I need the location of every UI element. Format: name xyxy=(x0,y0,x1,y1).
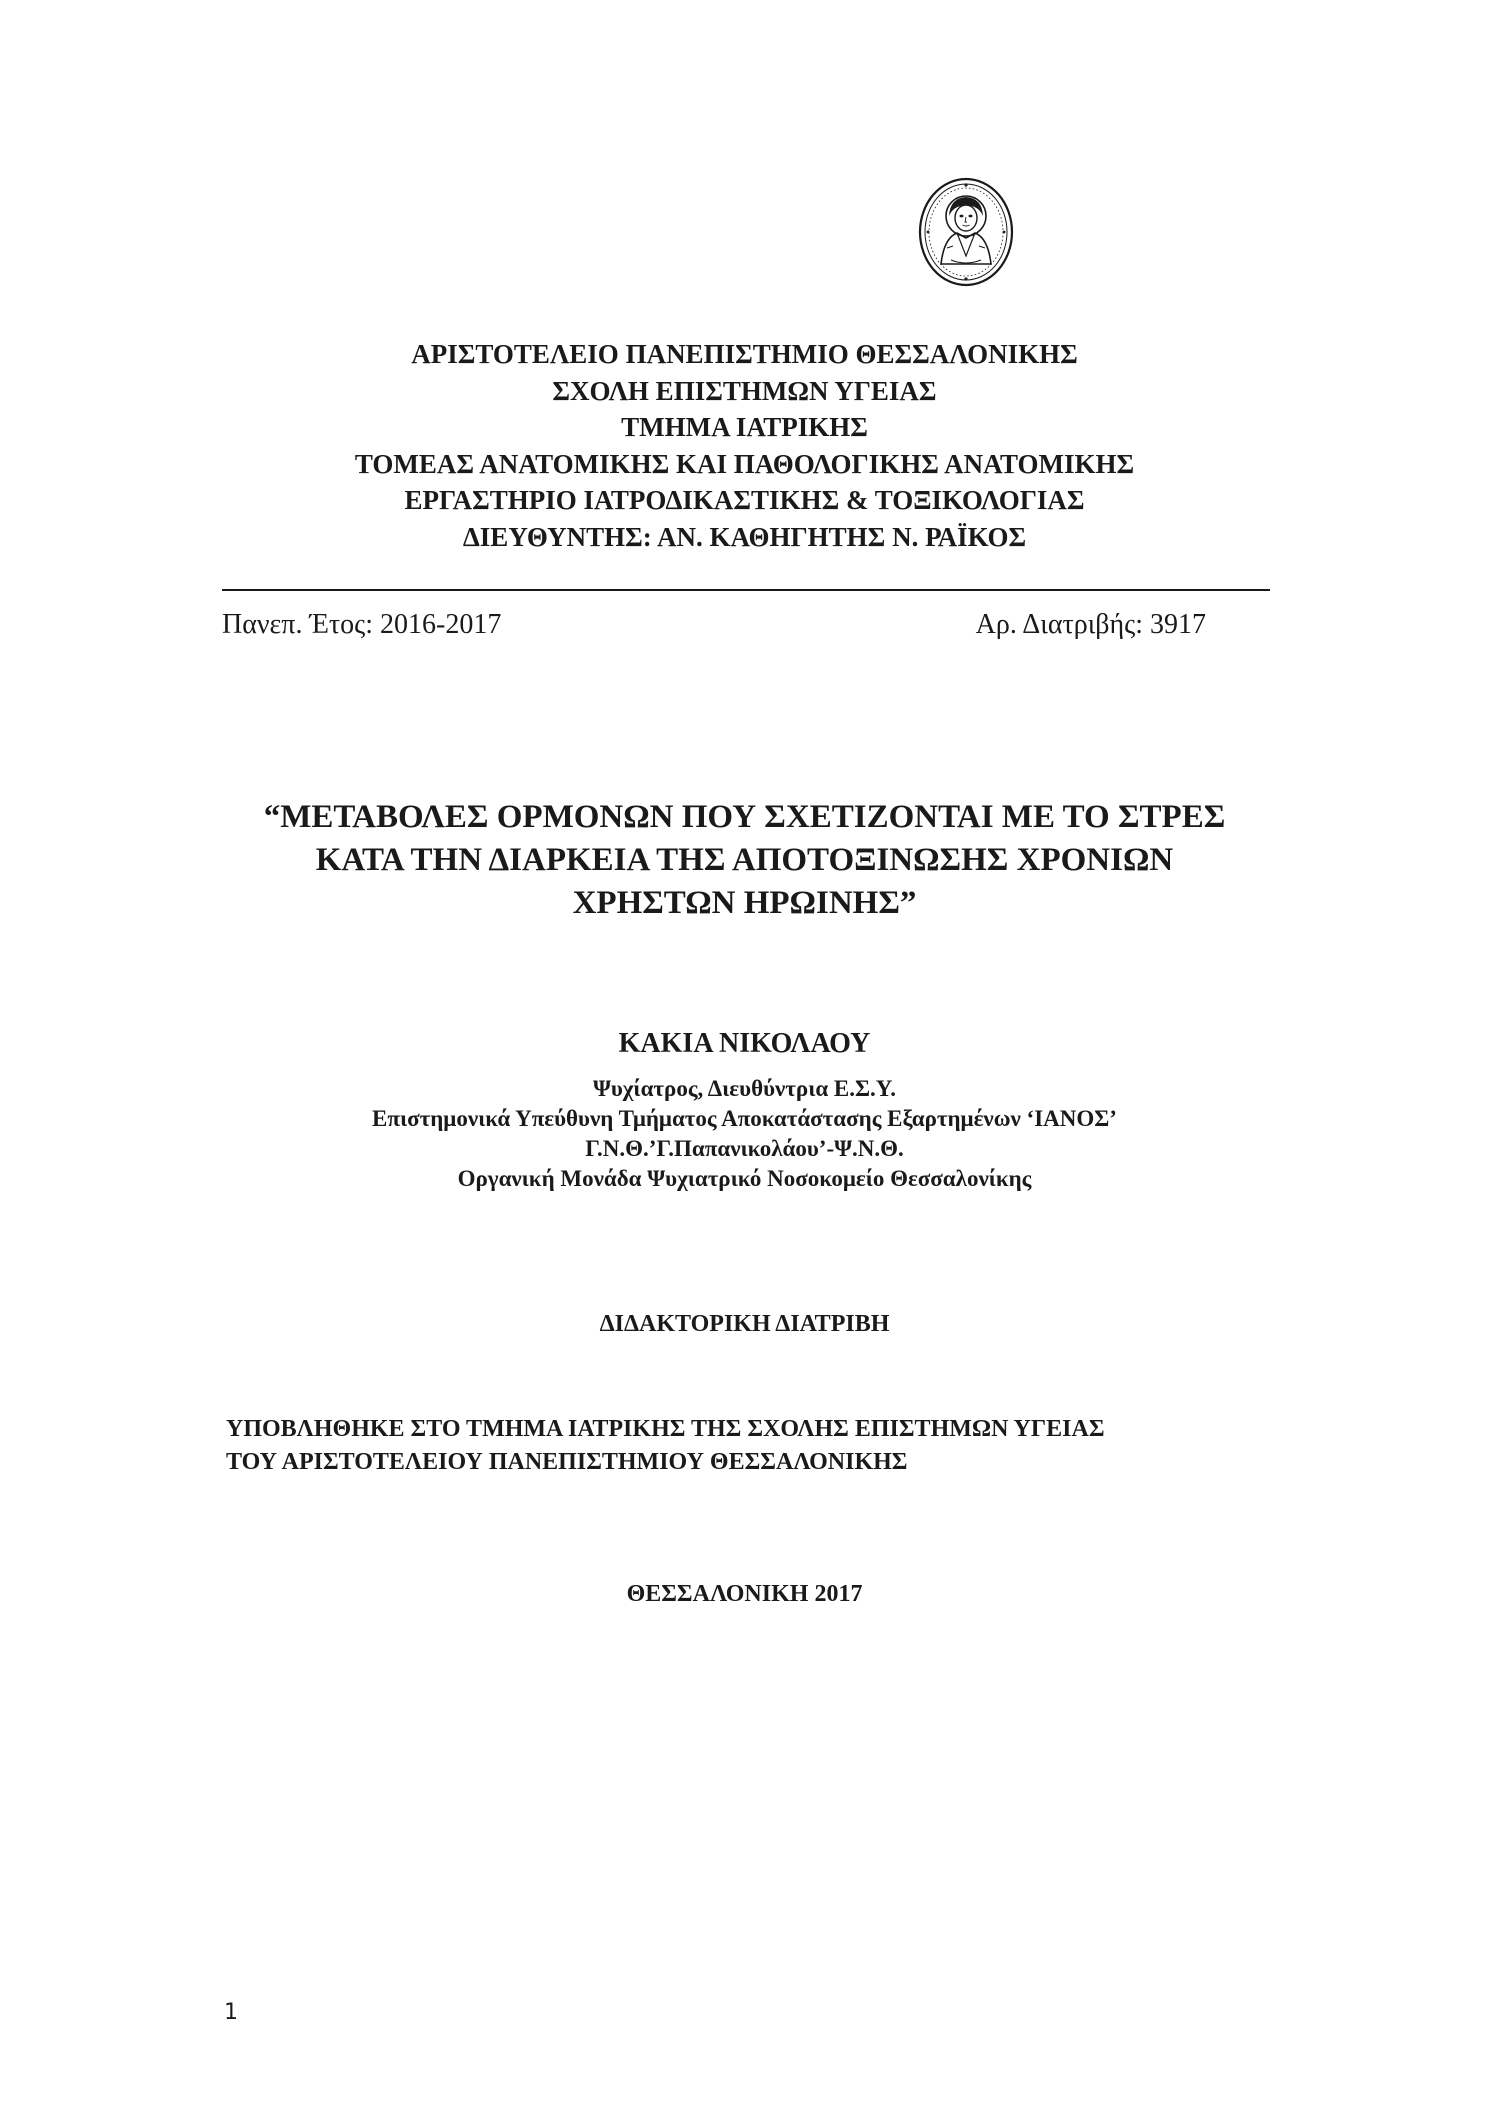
university-name: ΑΡΙΣΤΟΤΕΛΕΙΟ ΠΑΝΕΠΙΣΤΗΜΙΟ ΘΕΣΣΑΛΟΝΙΚΗΣ xyxy=(411,339,1078,369)
thesis-number: Αρ. Διατριβής: 3917 xyxy=(975,609,1206,640)
school-name: ΣΧΟΛΗ ΕΠΙΣΤΗΜΩΝ ΥΓΕΙΑΣ xyxy=(552,375,937,406)
submission-line: ΥΠΟΒΛΗΘΗΚΕ ΣΤΟ ΤΜΗΜΑ ΙΑΤΡΙΚΗΣ ΤΗΣ ΣΧΟΛΗΣ ΕΠΙΣΤΗΜΩΝ ΥΓΕΙΑΣ xyxy=(226,1416,1105,1442)
academic-year: Πανεπ. Έτος: 2016-2017 xyxy=(222,609,502,640)
department-name: ΤΜΗΜΑ ΙΑΤΡΙΚΗΣ xyxy=(621,412,868,442)
institution-header xyxy=(0,336,1489,555)
thesis-title-line: “ΜΕΤΑΒΟΛΕΣ ΟΡΜΟΝΩΝ ΠΟΥ ΣΧΕΤΙΖΟΝΤΑΙ ΜΕ ΤΟ ΣΤΡΕΣ xyxy=(263,799,1226,835)
thesis-title-line: ΚΑΤΑ ΤΗΝ ΔΙΑΡΚΕΙΑ ΤΗΣ ΑΠΟΤΟΞΙΝΩΣΗΣ ΧΡΟΝΙΩΝ xyxy=(315,842,1174,878)
page-number: 1 xyxy=(224,2000,238,2025)
university-seal-icon xyxy=(917,176,1015,288)
thesis-title-line: ΧΡΗΣΤΩΝ ΗΡΩΙΝΗΣ” xyxy=(572,885,917,921)
affiliation-line: Ψυχίατρος, Διευθύντρια Ε.Σ.Υ. xyxy=(592,1076,897,1101)
thesis-title xyxy=(0,796,1489,925)
submission-statement xyxy=(226,1413,1105,1479)
header-divider xyxy=(222,589,1270,591)
affiliation-line: Οργανική Μονάδα Ψυχιατρικό Νοσοκομείο Θεσσαλονίκης xyxy=(457,1166,1032,1191)
affiliation-line: Επιστημονικά Υπεύθυνη Τμήματος Αποκατάστασης Εξαρτημένων ‘ΙΑΝΟΣ’ xyxy=(372,1106,1117,1131)
director-name: ΔΙΕΥΘΥΝΤΗΣ: ΑΝ. ΚΑΘΗΓΗΤΗΣ Ν. ΡΑΪΚΟΣ xyxy=(462,521,1027,552)
document-type: ΔΙΔΑΚΤΟΡΙΚΗ ΔΙΑΤΡΙΒΗ xyxy=(599,1311,890,1337)
author-name: ΚΑΚΙΑ ΝΙΚΟΛΑΟΥ xyxy=(618,1028,871,1059)
submission-line: ΤΟΥ ΑΡΙΣΤΟΤΕΛΕΙΟΥ ΠΑΝΕΠΙΣΤΗΜΙΟΥ ΘΕΣΣΑΛΟΝΙΚΗΣ xyxy=(226,1449,908,1475)
sector-name: ΤΟΜΕΑΣ ΑΝΑΤΟΜΙΚΗΣ ΚΑΙ ΠΑΘΟΛΟΓΙΚΗΣ ΑΝΑΤΟΜΙΚΗΣ xyxy=(354,448,1135,479)
laboratory-name: ΕΡΓΑΣΤΗΡΙΟ ΙΑΤΡΟΔΙΚΑΣΤΙΚΗΣ & ΤΟΞΙΚΟΛΟΓΙΑΣ xyxy=(404,485,1085,515)
city-year: ΘΕΣΣΑΛΟΝΙΚΗ 2017 xyxy=(626,1581,863,1607)
affiliation-line: Γ.Ν.Θ.’Γ.Παπανικολάου’-Ψ.Ν.Θ. xyxy=(585,1136,904,1161)
author-affiliation xyxy=(0,1074,1489,1194)
